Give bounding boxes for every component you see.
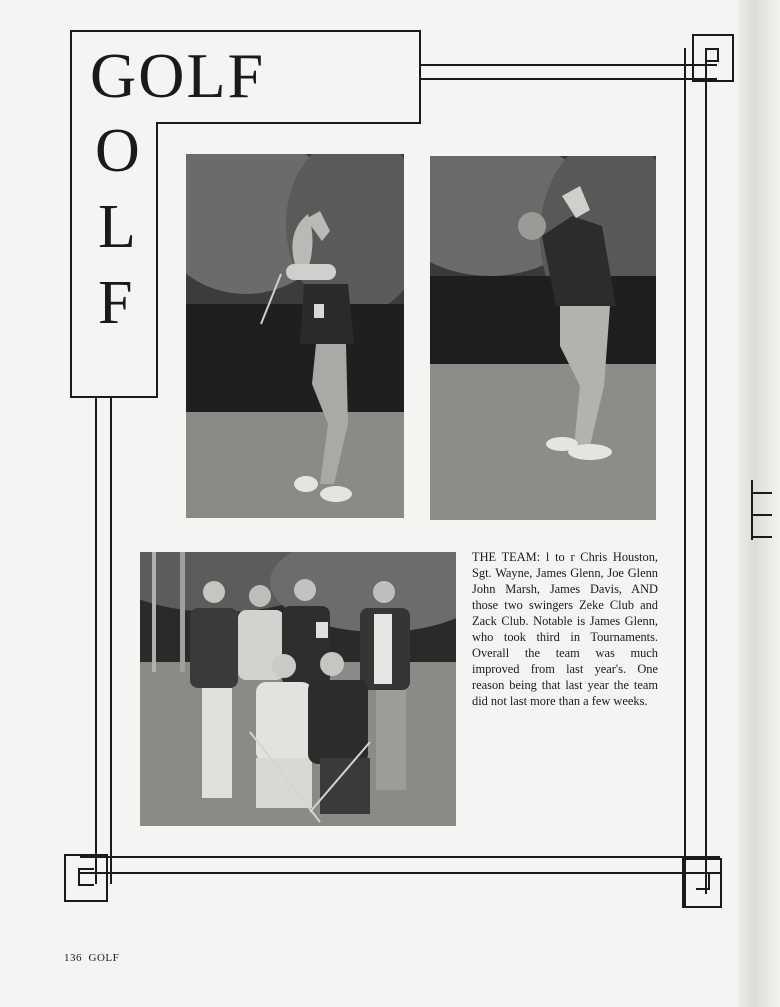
page-gutter [738, 0, 780, 1007]
golfer-photo-left [186, 154, 404, 518]
title-letter-o: O [95, 117, 140, 185]
page-title: GOLF [90, 40, 266, 111]
team-photo [140, 552, 456, 826]
golfer-photo-right [430, 156, 656, 520]
title-letter-f: F [98, 269, 133, 337]
page-number: 136 [64, 952, 82, 964]
team-caption: THE TEAM: l to r Chris Houston, Sgt. Wayne, James Glenn, Joe Glenn John Marsh, James Davis, AND those two swingers Zeke Club and Zack Club. Notable is James Glenn, who took third in Tournaments. Overall the team was much improved from last year's. One reason being that last year the team did not last more than a few weeks. [472, 550, 658, 708]
title-letter-l: L [98, 193, 136, 261]
footer-section: GOLF [88, 952, 120, 964]
page-footer [64, 952, 119, 964]
